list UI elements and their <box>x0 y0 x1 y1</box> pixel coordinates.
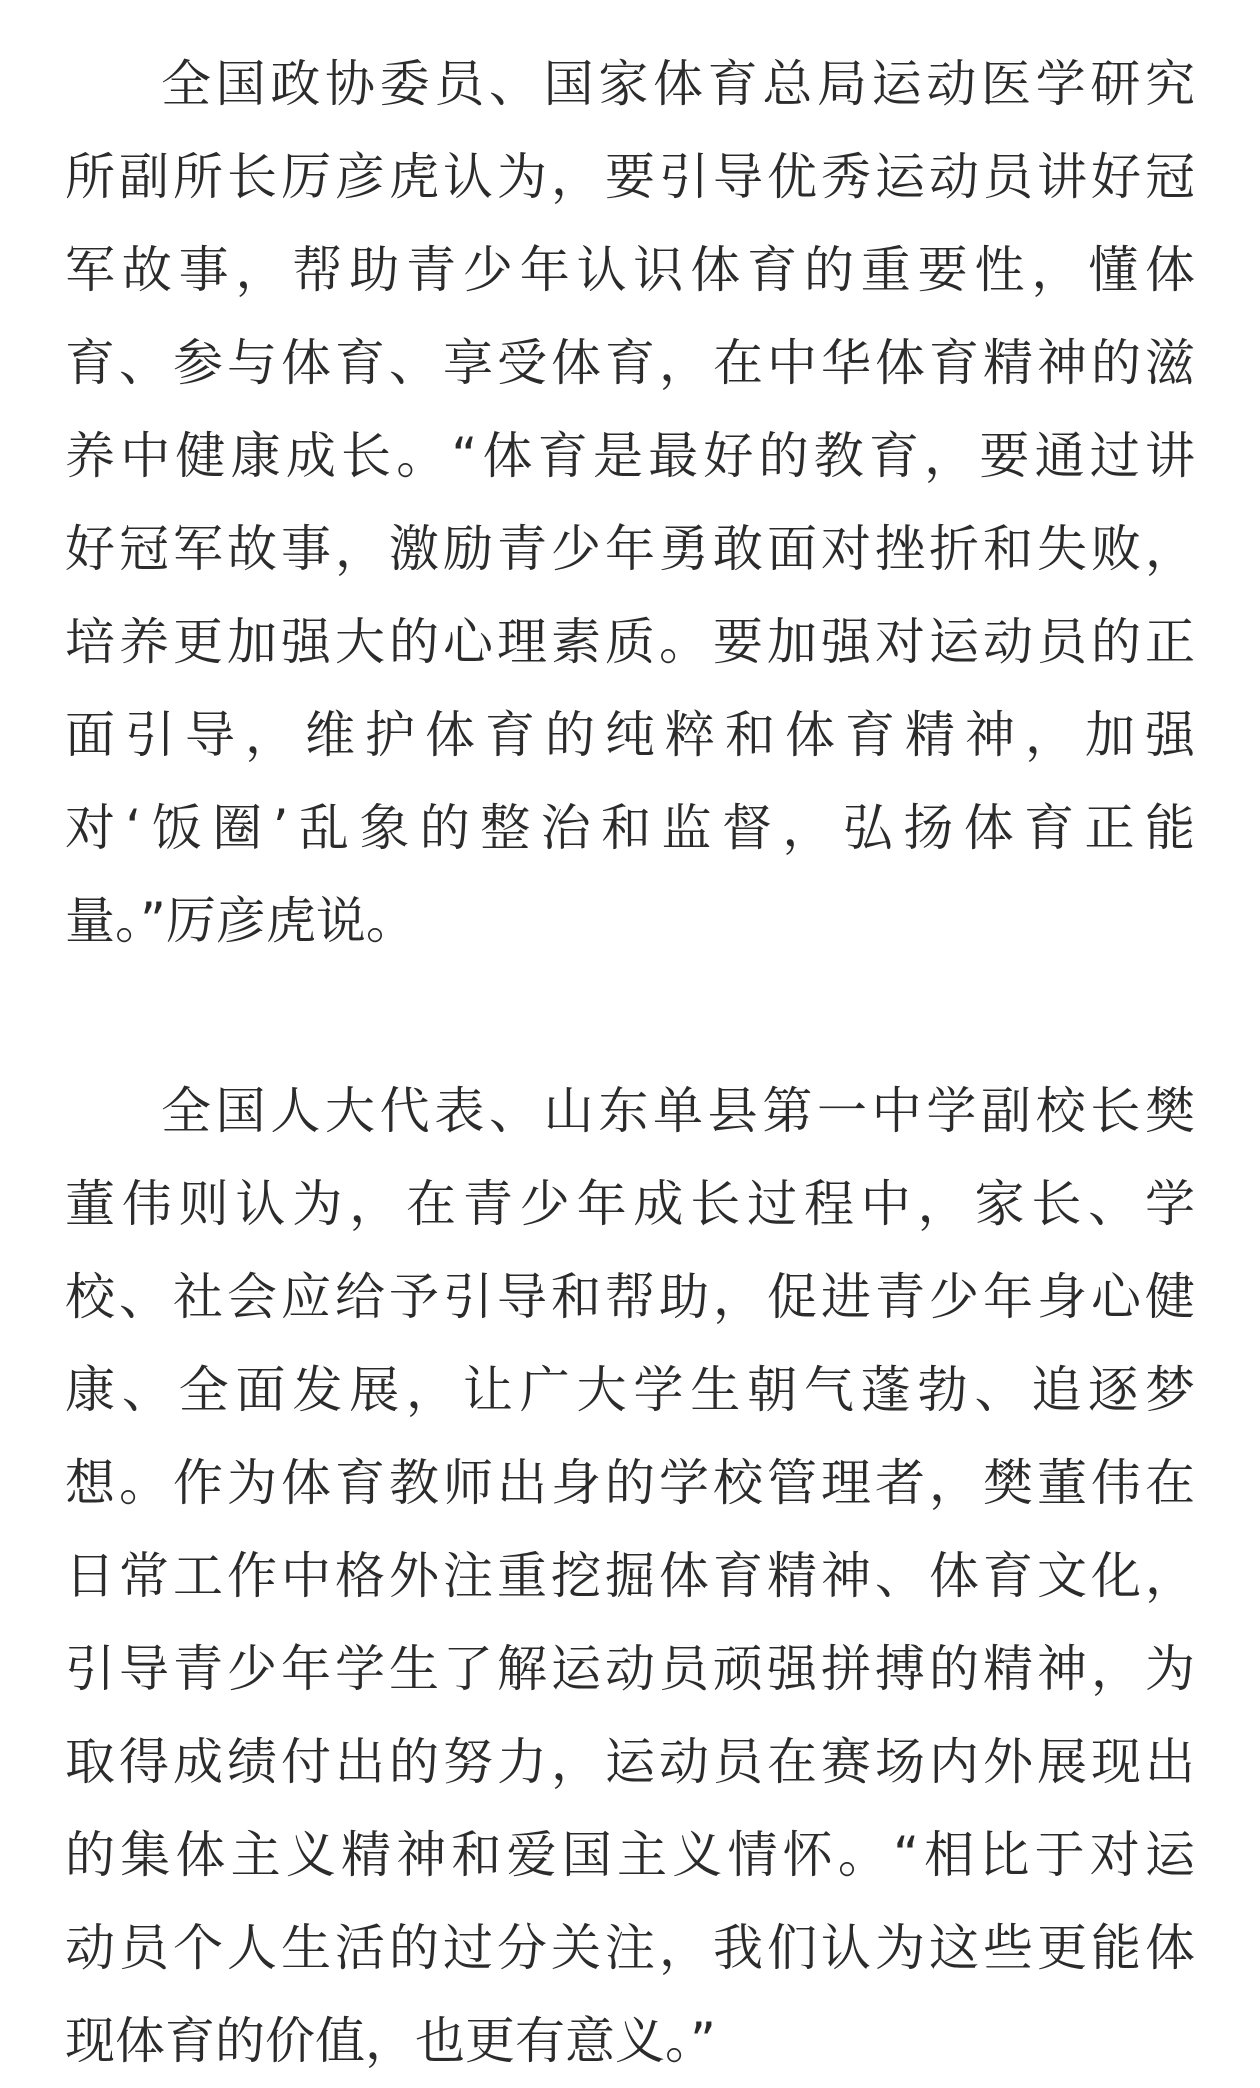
text-line: 量。”厉彦虎说。 <box>65 892 416 950</box>
text-line: 全国政协委员、国家体育总局运动医学研究 <box>161 55 1195 113</box>
text-line: 全国人大代表、山东单县第一中学副校长樊 <box>161 1082 1195 1140</box>
paragraph-fan-dongwei <box>65 1065 1195 2088</box>
text-line: 校、社会应给予引导和帮助，促进青少年身心健 <box>65 1268 1195 1326</box>
text-line: 养中健康成长。“体育是最好的教育，要通过讲 <box>65 427 1195 485</box>
article-body <box>65 38 1195 2088</box>
text-line: 所副所长厉彦虎认为，要引导优秀运动员讲好冠 <box>65 148 1195 206</box>
text-line: 军故事，帮助青少年认识体育的重要性，懂体 <box>65 241 1195 299</box>
text-line: 动员个人生活的过分关注，我们认为这些更能体 <box>65 1919 1195 1977</box>
text-line: 对‘饭圈’乱象的整治和监督，弘扬体育正能 <box>65 799 1195 857</box>
text-line: 引导青少年学生了解运动员顽强拼搏的精神，为 <box>65 1640 1195 1698</box>
paragraph-li-yanhu <box>65 38 1195 968</box>
text-line: 面引导，维护体育的纯粹和体育精神，加强 <box>65 706 1195 764</box>
text-line: 好冠军故事，激励青少年勇敢面对挫折和失败， <box>65 520 1195 578</box>
text-line: 现体育的价值，也更有意义。” <box>65 2012 716 2070</box>
text-line: 育、参与体育、享受体育，在中华体育精神的滋 <box>65 334 1195 392</box>
text-line: 董伟则认为，在青少年成长过程中，家长、学 <box>65 1175 1195 1233</box>
text-line: 想。作为体育教师出身的学校管理者，樊董伟在 <box>65 1454 1195 1512</box>
text-line: 的集体主义精神和爱国主义情怀。“相比于对运 <box>65 1826 1195 1884</box>
text-line: 取得成绩付出的努力，运动员在赛场内外展现出 <box>65 1733 1195 1791</box>
text-line: 培养更加强大的心理素质。要加强对运动员的正 <box>65 613 1195 671</box>
text-line: 康、全面发展，让广大学生朝气蓬勃、追逐梦 <box>65 1361 1195 1419</box>
paragraph-spacer <box>65 968 1195 1065</box>
text-line: 日常工作中格外注重挖掘体育精神、体育文化， <box>65 1547 1195 1605</box>
